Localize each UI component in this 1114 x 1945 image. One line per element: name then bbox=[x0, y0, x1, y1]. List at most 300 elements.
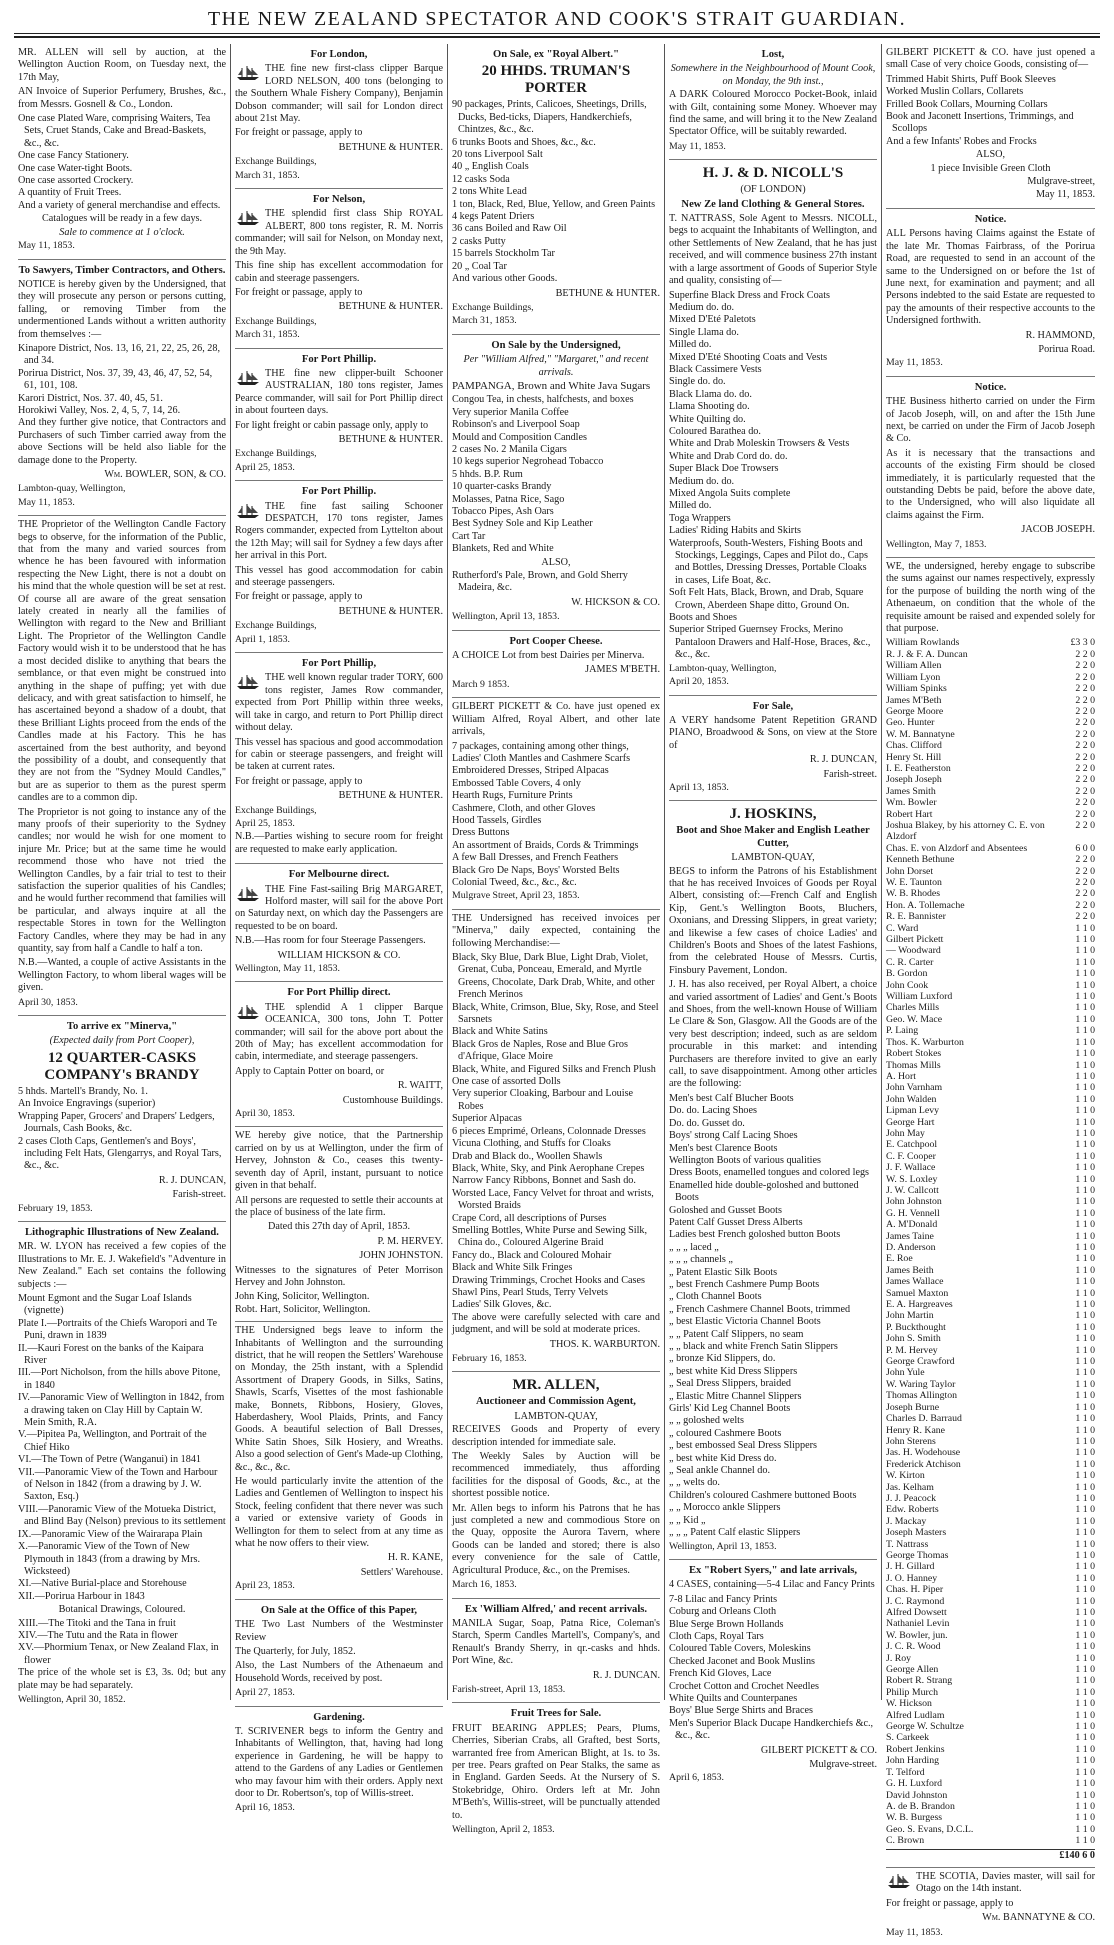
ad-date: May 11, 1853. bbox=[669, 140, 726, 152]
subscription-row bbox=[886, 1710, 1095, 1721]
subscriber-name: John Harding bbox=[886, 1755, 940, 1767]
list-item: XV.—Phormium Tenax, or New Zealand Flax, in flower bbox=[18, 1642, 219, 1666]
ad-port-cooper-cheese bbox=[452, 631, 660, 699]
list-item: „ best French Cashmere Pump Boots bbox=[669, 1278, 820, 1290]
subscription-amount: 1 1 0 bbox=[1075, 1823, 1095, 1835]
subscription-amount: 1 1 0 bbox=[1075, 1276, 1095, 1288]
subscriber-name: J. F. Wallace bbox=[886, 1162, 936, 1174]
list-item: And a variety of general merchandise and effects. bbox=[18, 199, 221, 211]
subscription-row bbox=[886, 991, 1095, 1002]
masthead-rule-double bbox=[14, 36, 1100, 38]
subscription-amount: 1 1 0 bbox=[1075, 1025, 1095, 1037]
ad-body: THE Proprietor of the Wellington Candle Factory begs to observe, for the information of the Public, that from the many and varied sources from whence he has been favoured with information respecting the New Light, there is not a doubt on his mind that the whole question will be set at rest. Of course all are aware of the great sensation lately created in nearly all the families of Wellington with regard to the New and Brilliant Light. The Proprietor of the Wellington Candle Factory would wish it to be understood that he has a most decided dislike to anything that bears the semblance, or that even might be construed into anything in the shape of puffing; yet with due delicacy, and with great satisfaction to himself, he has ascertained beyond a shadow of a doubt, that these Brilliant Lights proceed from the ends of the Candles made at his Factory. This he has ascertained from the best authority, and beyond the possibility of a doubt, and consequently that they are not from the "Sydney Mould Candles," but are as superior to them as the purest sperm candles are to a common dip. bbox=[18, 519, 226, 804]
column-1 bbox=[14, 44, 231, 1705]
ad-freight: For freight or passage, apply to bbox=[235, 591, 363, 603]
page-columns bbox=[14, 44, 1102, 1938]
list-item: Mount Egmont and the Sugar Loaf Islands (vignette) bbox=[18, 1292, 192, 1317]
subscriber-name: Kenneth Bethune bbox=[886, 854, 955, 866]
ship-icon bbox=[235, 674, 261, 690]
list-item: Single do. do. bbox=[669, 376, 726, 388]
list-item: Mixed D'Eté Paletots bbox=[669, 314, 756, 326]
subscription-row bbox=[886, 1584, 1095, 1595]
subscriber-name: Jas. H. Wodehouse bbox=[886, 1447, 961, 1459]
ad-signature: W. HICKSON & CO. bbox=[571, 596, 660, 608]
subscription-row bbox=[886, 1425, 1095, 1436]
list-item: Best Sydney Sole and Kip Leather bbox=[452, 518, 593, 530]
subscription-amount: 1 1 0 bbox=[1075, 1162, 1095, 1174]
list-item: 10 kegs superior Negrohead Tobacco bbox=[452, 456, 604, 468]
subscriber-name: John Yule bbox=[886, 1367, 925, 1379]
subscription-row bbox=[886, 1675, 1095, 1686]
list-item: Black, White, and Figured Silks and French Plush bbox=[452, 1063, 656, 1075]
subscription-row bbox=[886, 900, 1095, 911]
subscriber-name: Joseph Burne bbox=[886, 1401, 940, 1413]
list-item: 40 „ English Coals bbox=[452, 161, 529, 173]
ad-freight: For freight or passage, apply to bbox=[235, 775, 363, 787]
ad-hickson-sale bbox=[452, 335, 660, 631]
ad-date: April 25, 1853. bbox=[235, 817, 295, 829]
subscriber-name: Charles D. Barraud bbox=[886, 1413, 962, 1425]
subscription-row bbox=[886, 957, 1095, 968]
subscription-row bbox=[886, 1310, 1095, 1321]
subscription-row bbox=[886, 1299, 1095, 1310]
list-item: Cashmere, Cloth, and other Gloves bbox=[452, 802, 596, 814]
ad-date: April 13, 1853. bbox=[669, 781, 729, 793]
subscriber-name: Geo. S. Evans, D.C.L. bbox=[886, 1823, 974, 1835]
list-item: Cloth Caps, Royal Tars bbox=[669, 1630, 764, 1642]
subscription-row bbox=[886, 752, 1095, 763]
subscription-amount: 1 1 0 bbox=[1075, 1447, 1095, 1459]
list-item: Enamelled hide double-goloshed and buttoned Boots bbox=[669, 1179, 859, 1204]
ad-nb: N.B.—Has room for four Steerage Passengers. bbox=[235, 935, 426, 947]
ad-date: Wellington, April 13, 1853. bbox=[452, 611, 560, 623]
ad-ship-tory bbox=[235, 653, 443, 864]
subscription-row bbox=[886, 683, 1095, 694]
subscription-amount: 2 2 0 bbox=[1075, 762, 1095, 774]
subscription-row bbox=[886, 1778, 1095, 1789]
subscriber-name: Wm. Bowler bbox=[886, 797, 937, 809]
list-item: „ best embossed Seal Dress Slippers bbox=[669, 1440, 817, 1452]
subscription-amount: 1 1 0 bbox=[1075, 1287, 1095, 1299]
ad-heading: Fruit Trees for Sale. bbox=[510, 1708, 602, 1720]
ad-place: Exchange Buildings, bbox=[235, 804, 317, 816]
subscription-amount: 1 1 0 bbox=[1075, 1424, 1095, 1436]
subscription-row bbox=[886, 706, 1095, 717]
subscription-row bbox=[886, 1231, 1095, 1242]
subscription-row bbox=[886, 1379, 1095, 1390]
newspaper-title: THE NEW ZEALAND SPECTATOR AND COOK'S STRAIT GUARDIAN. bbox=[207, 8, 907, 30]
column-3 bbox=[448, 44, 665, 1835]
subscriber-name: William Spinks bbox=[886, 683, 947, 695]
subscriber-name: Henry St. Hill bbox=[886, 751, 942, 763]
subscription-amount: 2 2 0 bbox=[1075, 751, 1095, 763]
subscriber-name: W. S. Loxley bbox=[886, 1173, 938, 1185]
ad-heading: Notice. bbox=[974, 213, 1007, 225]
ad-title: MR. ALLEN, bbox=[512, 1377, 600, 1394]
subscriber-name: W. B. Rhodes bbox=[886, 888, 941, 900]
subscription-amount: 1 1 0 bbox=[1075, 1800, 1095, 1812]
subscription-amount: 1 1 0 bbox=[1075, 1116, 1095, 1128]
subscriber-name: Philip Murch bbox=[886, 1686, 938, 1698]
list-item: An Invoice Engravings (superior) bbox=[18, 1098, 156, 1110]
list-item: Milled do. bbox=[669, 500, 712, 512]
ad-sawyers-notice bbox=[18, 260, 226, 517]
list-item: White and Drab Cord do. do. bbox=[669, 450, 788, 462]
ad-extra: This fine ship has excellent accommodation for cabin and steerage passengers. bbox=[235, 260, 443, 284]
list-item: Mixed Angola Suits complete bbox=[669, 488, 791, 499]
ad-signature: BETHUNE & HUNTER. bbox=[338, 141, 443, 153]
list-item: 5 hhds. B.P. Rum bbox=[452, 468, 523, 480]
ship-icon bbox=[235, 65, 261, 81]
list-item: Boots and Shoes bbox=[669, 612, 737, 624]
subscription-row bbox=[886, 1721, 1095, 1732]
ad-also: ALSO, bbox=[975, 149, 1006, 161]
subscription-amount: 1 1 0 bbox=[1075, 1413, 1095, 1425]
subscription-row bbox=[886, 945, 1095, 956]
ad-date: March 9 1853. bbox=[452, 678, 510, 690]
ad-signature: GILBERT PICKETT & CO. bbox=[760, 1744, 877, 1756]
subscriber-name: W. Hickson bbox=[886, 1698, 932, 1710]
ad-heading: Ex "Robert Syers," and late arrivals, bbox=[688, 1564, 857, 1576]
subscriber-name: James Smith bbox=[886, 785, 936, 797]
list-item: One case of assorted Dolls bbox=[452, 1076, 561, 1088]
subscription-amount: 1 1 0 bbox=[1075, 1367, 1095, 1379]
list-item: „ „ Morocco ankle Slippers bbox=[669, 1502, 781, 1514]
subscription-amount: 1 1 0 bbox=[1075, 1093, 1095, 1105]
subscription-amount: 1 1 0 bbox=[1075, 1435, 1095, 1447]
subscription-row bbox=[886, 672, 1095, 683]
subscription-amount: 1 1 0 bbox=[1075, 1173, 1095, 1185]
ad-signature: BETHUNE & HUNTER. bbox=[338, 301, 443, 313]
subscription-row bbox=[886, 1732, 1095, 1743]
ad-nicoll-clothing bbox=[669, 160, 877, 695]
subscription-row bbox=[886, 1653, 1095, 1664]
subscription-amount: 1 1 0 bbox=[1075, 1561, 1095, 1573]
subscription-row bbox=[886, 1812, 1095, 1823]
ad-subheading: Per "William Alfred," "Margaret," and recent arrivals. bbox=[463, 354, 649, 378]
subscription-row bbox=[886, 695, 1095, 706]
list-item: Shawl Pins, Pearl Studs, Terry Velvets bbox=[452, 1286, 608, 1298]
list-item: 7-8 Lilac and Fancy Prints bbox=[669, 1593, 778, 1605]
ad-ship-nelson bbox=[235, 189, 443, 348]
ad-signature: Wm. BOWLER, SON, & CO. bbox=[104, 469, 226, 480]
plate-list bbox=[18, 1293, 226, 1667]
subscription-row bbox=[886, 1561, 1095, 1572]
ad-body: Also, the Last Numbers of the Athenaeum and Household Words, received by post. bbox=[235, 1660, 443, 1684]
subscription-row bbox=[886, 820, 1095, 843]
subscription-amount: 1 1 0 bbox=[1075, 1105, 1095, 1117]
subscriber-name: Charles Mills bbox=[886, 1002, 940, 1014]
subscription-amount: 1 1 0 bbox=[1075, 1549, 1095, 1561]
ad-freight: For freight or passage, apply to bbox=[886, 1897, 1014, 1909]
subscription-row bbox=[886, 1470, 1095, 1481]
subscription-amount: 1 1 0 bbox=[1075, 1310, 1095, 1322]
ad-heading: Port Cooper Cheese. bbox=[509, 635, 603, 647]
subscription-row bbox=[886, 786, 1095, 797]
column-2 bbox=[231, 44, 448, 1814]
list-item: Frilled Book Collars, Mourning Collars bbox=[886, 98, 1048, 110]
subscription-amount: 2 2 0 bbox=[1075, 888, 1095, 900]
subscription-row bbox=[886, 1390, 1095, 1401]
list-item: Kinapore District, Nos. 13, 16, 21, 22, 25, 26, 28, and 34. bbox=[18, 342, 221, 367]
subscription-amount: 1 1 0 bbox=[1075, 1356, 1095, 1368]
ad-body: WE hereby give notice, that the Partnership carried on by us at Wellington, under the firm of Hervey, Johnston & Co., ceases this twenty-seventh day of April, instant, pursuant to notice given in that behalf. bbox=[235, 1130, 443, 1192]
ad-place: LAMBTON-QUAY, bbox=[514, 1410, 598, 1422]
ad-heading: Ex 'William Alfred,' and recent arrivals. bbox=[464, 1603, 648, 1615]
ad-title: J. HOSKINS, bbox=[729, 806, 817, 823]
ad-body: THE Business hitherto carried on under the Firm of Jacob Joseph, will, on and after the 15th June next, be carried on under the Firm of Jacob Joseph & Co. bbox=[886, 396, 1095, 445]
ad-date: Wellington, May 11, 1853. bbox=[235, 963, 340, 974]
subscriber-name: G. H. Luxford bbox=[886, 1778, 943, 1790]
list-item: Dress Boots, enamelled tongues and colored legs bbox=[669, 1167, 870, 1179]
list-item: VIII.—Panoramic View of the Motueka District, and Blind Bay (Nelson) previous to its settlement bbox=[18, 1503, 226, 1528]
subscriber-name: John Sterens bbox=[886, 1435, 936, 1447]
subscription-amount: 2 2 0 bbox=[1075, 865, 1095, 877]
list-item: Robt. Hart, Solicitor, Wellington. bbox=[235, 1303, 371, 1315]
list-item: Ladies' Silk Gloves, &c. bbox=[452, 1299, 552, 1311]
subscription-row bbox=[886, 1755, 1095, 1766]
ad-ship-australian bbox=[235, 349, 443, 482]
ship-icon bbox=[235, 886, 261, 902]
subscription-amount: 1 1 0 bbox=[1075, 1743, 1095, 1755]
subscription-row bbox=[886, 1607, 1095, 1618]
subscription-row bbox=[886, 1447, 1095, 1458]
list-item: „ bronze Kid Slippers, do. bbox=[669, 1353, 776, 1365]
subscription-row bbox=[886, 1162, 1095, 1173]
subscription-amount: 2 2 0 bbox=[1075, 683, 1095, 695]
ad-gardening bbox=[235, 1707, 443, 1821]
ad-title: 12 QUARTER-CASKS COMPANY's BRANDY bbox=[44, 1049, 200, 1083]
ad-freight: For freight or passage, apply to bbox=[235, 286, 363, 298]
ad-date: April 30, 1853. bbox=[18, 996, 78, 1008]
list-item: White and Drab Moleskin Trowsers & Vests bbox=[669, 438, 850, 450]
subscription-row bbox=[886, 1436, 1095, 1447]
list-item: 2 cases No. 2 Manila Cigars bbox=[452, 443, 567, 455]
subscription-row bbox=[886, 1322, 1095, 1333]
ad-date: May 11, 1853. bbox=[1035, 189, 1095, 201]
ad-subheading: Somewhere in the Neighbourhood of Mount Cook, on Monday, the 9th inst., bbox=[670, 63, 876, 87]
subscriber-name: C. R. Carter bbox=[886, 956, 934, 968]
list-item: Superfine Black Dress and Frock Coats bbox=[669, 289, 830, 301]
ad-title: PAMPANGA, Brown and White Java Sugars bbox=[452, 379, 651, 392]
subscriber-name: C. Brown bbox=[886, 1835, 925, 1847]
subscriber-name: Samuel Maxton bbox=[886, 1287, 949, 1299]
ad-body: And they further give notice, that Contractors and Purchasers of such Timber carried away from the above Sections will be held also liable for the damage done to the Property. bbox=[18, 417, 226, 466]
ad-place: Settlers' Warehouse. bbox=[360, 1566, 443, 1578]
subscription-amount: 1 1 0 bbox=[1075, 1664, 1095, 1676]
subscriber-name: A. de B. Brandon bbox=[886, 1800, 955, 1812]
ad-body: FRUIT BEARING APPLES; Pears, Plums, Cherries, Siberian Crabs, all Grafted, best Sorts, warranted free from American Blight, at 1s. to 3s. per tree. Pears grafted on Pear Stalks, the same as in England. Garden Seeds. At the Nursery of S. Stokebridge, Ohiro. Orders left at Mr. John M'Beth's, Willis-street, will be punctually attended to. bbox=[452, 1722, 660, 1821]
ad-also-item: 1 piece Invisible Green Cloth bbox=[930, 162, 1051, 174]
list-item: 5 hhds. Martell's Brandy, No. 1. bbox=[18, 1085, 148, 1097]
subscriber-name: P. Buckthought bbox=[886, 1321, 946, 1333]
subscriber-name: W. Kirton bbox=[886, 1470, 925, 1482]
subscription-amount: 1 1 0 bbox=[1075, 1253, 1095, 1265]
list-item: One case assorted Crockery. bbox=[18, 175, 134, 187]
ad-place: Mulgrave-street. bbox=[809, 1759, 877, 1770]
subscriber-name: Alfred Dowsett bbox=[886, 1607, 947, 1618]
subscriber-name: E. Catchpool bbox=[886, 1139, 938, 1151]
subscription-amount: 2 2 0 bbox=[1075, 648, 1095, 660]
ad-date: Wellington, April 30, 1852. bbox=[18, 1693, 126, 1705]
ad-body: MR. W. LYON has received a few copies of the Illustrations to Mr. E. J. Wakefield's "Adventure in New Zealand." Each set contains the following subjects :— bbox=[18, 1241, 226, 1290]
subscription-amount: 2 2 0 bbox=[1075, 717, 1095, 729]
subscription-amount: 2 2 0 bbox=[1075, 797, 1095, 809]
list-item: Hearth Rugs, Furniture Prints bbox=[452, 790, 573, 802]
ad-signature: WILLIAM HICKSON & CO. bbox=[277, 949, 401, 961]
ad-athenaeum-subscription bbox=[886, 558, 1095, 1868]
subscription-row bbox=[886, 1698, 1095, 1709]
list-item: „ best white Kid Dress Slippers bbox=[669, 1365, 798, 1377]
list-item: Ladies' Cloth Mantles and Cashmere Scarfs bbox=[452, 752, 631, 764]
list-item: „ „ goloshed welts bbox=[669, 1415, 744, 1427]
subscription-amount: 1 1 0 bbox=[1075, 1812, 1095, 1824]
list-item: Goloshed and Gusset Boots bbox=[669, 1204, 782, 1216]
ad-subheading: Boot and Shoe Maker and English Leather Cutter, bbox=[676, 825, 870, 849]
subscription-amount: 1 1 0 bbox=[1075, 1207, 1095, 1219]
subscription-row bbox=[886, 1801, 1095, 1812]
list-item: White Quilting do. bbox=[669, 413, 746, 425]
subscriber-name: J. H. Gillard bbox=[886, 1561, 935, 1573]
subscriber-name: Robert Jenkins bbox=[886, 1743, 945, 1755]
subscriber-name: George Hart bbox=[886, 1116, 935, 1128]
ad-body: A DARK Coloured Morocco Pocket-Book, inlaid with Gilt, containing some Money. Whoever may find the same, and will bring it to the New Zealand Spectator Office, will be suitably rewarded. bbox=[669, 89, 877, 138]
subscription-row bbox=[886, 1333, 1095, 1344]
subscription-row bbox=[886, 843, 1095, 854]
subscription-amount: 1 1 0 bbox=[1075, 1299, 1095, 1311]
ad-minerva-brandy bbox=[18, 1016, 226, 1222]
subscriber-name: Chas. Clifford bbox=[886, 740, 942, 752]
ad-pickett-opened bbox=[452, 698, 660, 910]
list-item: Congou Tea, in chests, halfchests, and boxes bbox=[452, 394, 634, 406]
list-item: Colonial Tweed, &c., &c., &c. bbox=[452, 876, 577, 888]
ad-signature: R. HAMMOND, bbox=[1025, 329, 1095, 341]
ad-place: Customhouse Buildings. bbox=[342, 1094, 443, 1106]
subscription-row bbox=[886, 1664, 1095, 1675]
ad-pickett-choice-goods bbox=[886, 44, 1095, 209]
subscription-amount: 1 1 0 bbox=[1075, 1607, 1095, 1618]
ad-price: The price of the whole set is £3, 3s. 0d; but any plate may be had separately. bbox=[18, 1667, 226, 1691]
ad-body: THE fine new clipper-built Schooner AUSTRALIAN, 180 tons register, James Pearce commander, will sail for Port Phillip direct in about fourteen days. bbox=[235, 367, 443, 417]
list-item: „ French Cashmere Channel Boots, trimmed bbox=[669, 1303, 851, 1315]
subscription-amount: 1 1 0 bbox=[1075, 1686, 1095, 1698]
list-item: Dress Buttons bbox=[452, 827, 510, 839]
ad-date: May 11, 1853. bbox=[886, 1926, 943, 1938]
ad-signature: R. J. DUNCAN, bbox=[809, 754, 877, 766]
ad-signature: BETHUNE & HUNTER. bbox=[555, 287, 660, 299]
subscription-amount: 1 1 0 bbox=[1075, 1504, 1095, 1516]
list-item: Black Gro De Naps, Boys' Worsted Belts bbox=[452, 864, 620, 876]
subscription-amount: 1 1 0 bbox=[1075, 1333, 1095, 1345]
ad-body: All persons are requested to settle their accounts at the place of business of the late firm. bbox=[235, 1194, 443, 1218]
ad-freight: For freight or passage, apply to bbox=[235, 127, 363, 139]
ad-body: The Quarterly, for July, 1852. bbox=[235, 1645, 356, 1657]
ad-fruit-trees bbox=[452, 1703, 660, 1842]
subscription-amount: 1 1 0 bbox=[1075, 1219, 1095, 1231]
subscriber-name: Nathaniel Levin bbox=[886, 1618, 950, 1630]
subscription-amount: 1 1 0 bbox=[1075, 1013, 1095, 1025]
list-item: Ladies best French goloshed button Boots bbox=[669, 1229, 841, 1241]
list-item: Black, Sky Blue, Dark Blue, Light Drab, Violet, Grenat, Cuba, Ponceau, Emerald, and Myrtle Greens, Chocolate, Dark Drab, White, and other French Merinos bbox=[452, 952, 655, 1001]
subscriber-name: Thos. K. Warburton bbox=[886, 1036, 964, 1048]
list-item: Rutherford's Pale, Brown, and Gold Sherry Madeira, &c. bbox=[452, 570, 628, 594]
subscription-row bbox=[886, 717, 1095, 728]
subscription-amount: 1 1 0 bbox=[1075, 922, 1095, 934]
ad-date: April 16, 1853. bbox=[235, 1802, 295, 1814]
list-item: Girls' Kid Leg Channel Boots bbox=[669, 1403, 791, 1415]
ad-date: February 19, 1853. bbox=[18, 1202, 93, 1214]
list-item: VI.—The Town of Petre (Wanganui) in 1841 bbox=[18, 1454, 202, 1466]
ad-partnership-dissolved bbox=[235, 1127, 443, 1322]
ship-icon bbox=[235, 503, 261, 519]
ad-body: A VERY handsome Patent Repetition GRAND PIANO, Broadwood & Sons, on view at the Store of bbox=[669, 714, 877, 751]
subscription-row bbox=[886, 637, 1095, 648]
subscription-row bbox=[886, 934, 1095, 945]
ad-place: Exchange Buildings, bbox=[452, 301, 534, 313]
list-item: „ „ „ Patent Calf elastic Slippers bbox=[669, 1527, 801, 1539]
subscriber-name: Jas. Kelham bbox=[886, 1481, 934, 1493]
list-item: „ best Elastic Victoria Channel Boots bbox=[669, 1316, 821, 1328]
subscription-amount: 1 1 0 bbox=[1075, 1766, 1095, 1778]
ad-body: RECEIVES Goods and Property of every description intended for immediate sale. bbox=[452, 1424, 660, 1448]
subscriber-name: P. Laing bbox=[886, 1025, 919, 1037]
list-item: XIV.—The Tutu and the Rata in flower bbox=[18, 1629, 178, 1641]
subscriber-name: B. Gordon bbox=[886, 968, 928, 980]
subscription-amount: 1 1 0 bbox=[1075, 1242, 1095, 1253]
subscription-row bbox=[886, 660, 1095, 671]
subscriber-name: Lipman Levy bbox=[886, 1105, 940, 1117]
list-item: Black Llama do. do. bbox=[669, 388, 752, 400]
subscription-amount: 2 2 0 bbox=[1075, 774, 1095, 786]
ad-place: Farish-street. bbox=[172, 1189, 226, 1201]
column-5 bbox=[882, 44, 1099, 1938]
ad-body: BEGS to inform the Patrons of his Establishment that he has received Invoices of Goods per Royal Albert, consisting of:—French Calf and English Kip, Gent.'s Wellington Boots, Bluchers, Oxonians, and Dressing Slippers, in great variety; and likewise a few cases of choice Ladies' and Children's Boots and Shoes of the latest Fashions, from the celebrated House of Messrs. Curtis, Finsbury Pavement, London. bbox=[669, 865, 877, 976]
subscriber-name: Robert R. Strang bbox=[886, 1675, 953, 1687]
subscription-amount: 1 1 0 bbox=[1075, 1401, 1095, 1413]
list-item: „ „ welts do. bbox=[669, 1477, 720, 1489]
ad-heading: For Sale, bbox=[752, 700, 794, 712]
ad-date: April 30, 1853. bbox=[235, 1108, 295, 1120]
ad-signature: R. J. DUNCAN, bbox=[158, 1174, 226, 1186]
subscription-amount: 6 0 0 bbox=[1075, 842, 1095, 854]
list-item: An assortment of Braids, Cords & Trimmings bbox=[452, 839, 639, 851]
list-item: XIII.—The Titoki and the Tana in fruit bbox=[18, 1617, 176, 1629]
subscription-row bbox=[886, 729, 1095, 740]
ad-place: Exchange Buildings, bbox=[235, 315, 317, 327]
subscriber-name: John Walden bbox=[886, 1093, 937, 1105]
subscription-row bbox=[886, 1105, 1095, 1116]
subscriber-name: George Crawford bbox=[886, 1356, 955, 1368]
subscription-amount: 1 1 0 bbox=[1075, 1470, 1095, 1482]
list-item: Drab and Black do., Woollen Shawls bbox=[452, 1150, 603, 1162]
list-item: Porirua District, Nos. 37, 39, 43, 46, 47, 52, 54, 61, 101, 108. bbox=[18, 367, 213, 392]
ad-body: THE Undersigned begs leave to inform the Inhabitants of Wellington and the surrounding district, that he will reopen the Settlers' Warehouse on Monday, the 25th instant, with a Splendid Assortment of Drapery Goods, in Silks, Satins, Shawls, Scarfs, Visettes of the most fashionable make, Bonnets, Ribbons, Hosiery, Gloves, Haberdashery, Wool Plaids, Prints, and Fancy Goods. A beautiful selection of Ball Dresses, White Satin Shoes, Silk Hosiery, and Wreaths. Also a good selection of Gent's Made-up Clothing, &c., &c., &c. bbox=[235, 1325, 443, 1473]
list-item: „ Seal ankle Channel do. bbox=[669, 1465, 770, 1477]
subscription-amount: 1 1 0 bbox=[1075, 1709, 1095, 1721]
list-item: Embossed Table Covers, 4 only bbox=[452, 777, 581, 789]
subscription-amount: 1 1 0 bbox=[1075, 1139, 1095, 1151]
ad-body: THE splendid A 1 clipper Barque OCEANICA, 300 tons, John T. Potter commander; will sail for the above port about the 20th of May; has excellent accommodation for cabin, intermediate, and steerage passengers. bbox=[235, 1001, 443, 1063]
subscription-row bbox=[886, 1459, 1095, 1470]
ad-allen-auction bbox=[18, 44, 226, 260]
ad-note: Catalogues will be ready in a few days. bbox=[41, 213, 203, 225]
subscriber-name: E. A. Hargreaves bbox=[886, 1299, 953, 1311]
ad-place: Mulgrave-street, bbox=[1027, 176, 1095, 188]
list-item: Black, White, Crimson, Blue, Sky, Rose, and Steel Sarsnets bbox=[452, 1001, 659, 1026]
list-item: IV.—Panoramic View of Wellington in 1842, from a drawing taken on Clay Hill by Captain W. Mein Smith, R.A. bbox=[18, 1392, 225, 1429]
ad-date: May 11, 1853. bbox=[886, 357, 943, 369]
ad-settlers-warehouse bbox=[235, 1322, 443, 1600]
